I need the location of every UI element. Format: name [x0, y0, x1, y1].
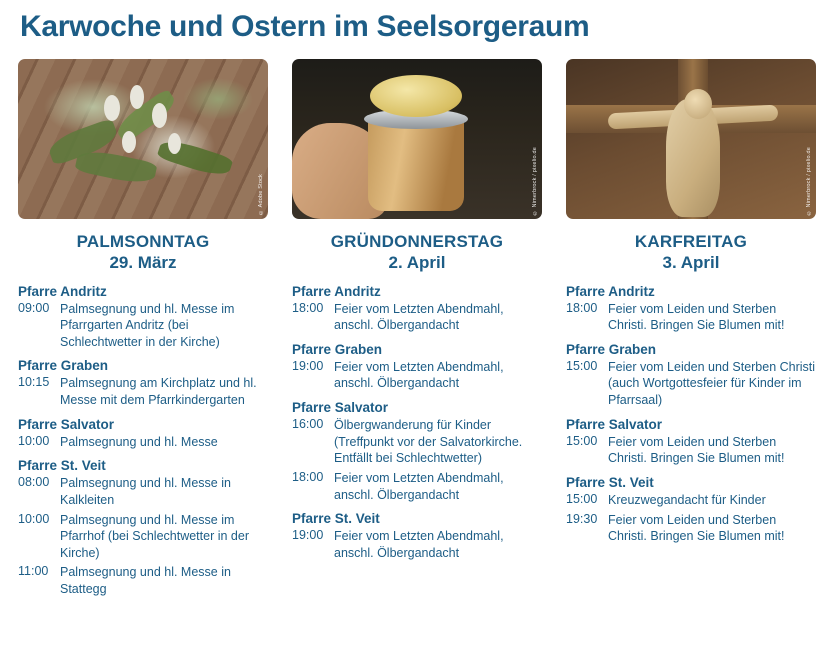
- parish-block: [566, 475, 816, 545]
- parish-name: Pfarre St. Veit: [18, 458, 106, 474]
- parish-name: Pfarre Andritz: [292, 283, 381, 299]
- service-entry: [292, 417, 542, 467]
- parish-block: [18, 358, 268, 408]
- parish-block: [292, 400, 542, 503]
- service-time: 10:00: [18, 511, 50, 526]
- parish-block: [18, 284, 268, 351]
- service-time: 19:30: [566, 511, 598, 526]
- service-time: 18:00: [292, 469, 324, 484]
- column-heading: [566, 231, 816, 274]
- parish-block: [566, 342, 816, 409]
- column-karfreitag: [566, 59, 816, 606]
- service-description: Palmsegnung und hl. Messe in Stattegg: [60, 565, 231, 596]
- parish-list: [292, 284, 542, 562]
- column-date: 2. April: [388, 253, 446, 273]
- parish-block: [292, 284, 542, 334]
- crucifix-photo: [566, 59, 816, 219]
- column-date: 3. April: [662, 253, 720, 273]
- service-description: Palmsegnung und hl. Messe in Kalkleiten: [60, 476, 231, 507]
- service-description: Feier vom Leiden und Sterben Christi. Bringen Sie Blumen mit!: [608, 512, 785, 544]
- parish-block: [292, 511, 542, 561]
- service-entry: [292, 528, 542, 561]
- photo-credit: © Nimerbrock / pixelio.de: [531, 146, 538, 215]
- service-entry: [292, 470, 542, 503]
- photo-credit: © Nimerbrock / pixelio.de: [805, 146, 812, 215]
- service-entry: [18, 375, 268, 408]
- service-entry: [566, 492, 816, 509]
- parish-name: Pfarre Salvator: [292, 400, 389, 415]
- service-description: Palmsegnung am Kirchplatz und hl. Messe mit dem Pfarrkindergarten: [60, 376, 257, 407]
- service-entry: [566, 359, 816, 409]
- page: [0, 10, 825, 658]
- page-title: Karwoche und Ostern im Seelsorgeraum: [20, 10, 590, 43]
- service-time: 08:00: [18, 475, 50, 490]
- parish-name: Pfarre St. Veit: [566, 474, 654, 490]
- parish-name: Pfarre Andritz: [566, 283, 655, 299]
- column-heading: [18, 231, 268, 274]
- service-description: Palmsegnung und hl. Messe im Pfarrhof (bei Schlechtwetter in der Kirche): [60, 512, 249, 560]
- column-day: PALMSONNTAG: [76, 232, 210, 251]
- service-time: 19:00: [292, 358, 324, 373]
- service-description: Ölbergwanderung für Kinder (Treffpunkt vor der Salvatorkirche. Entfällt bei Schlechtwetter): [334, 418, 523, 466]
- service-time: 15:00: [566, 491, 598, 506]
- column-day: GRÜNDONNERSTAG: [330, 232, 504, 251]
- service-time: 15:00: [566, 433, 598, 448]
- service-entry: [566, 434, 816, 467]
- service-time: 18:00: [566, 300, 598, 315]
- service-time: 15:00: [566, 358, 598, 373]
- parish-name: Pfarre St. Veit: [292, 511, 380, 527]
- parish-name: Pfarre Graben: [292, 341, 383, 357]
- parish-name: Pfarre Salvator: [566, 416, 663, 432]
- service-time: 11:00: [18, 564, 49, 579]
- service-description: Feier vom Letzten Abendmahl, anschl. Ölbergandacht: [334, 301, 504, 333]
- service-entry: [18, 512, 268, 562]
- column-day: KARFREITAG: [634, 232, 748, 251]
- service-description: Feier vom Leiden und Sterben Christi. Bringen Sie Blumen mit!: [608, 434, 785, 466]
- service-description: Feier vom Leiden und Sterben Christi (auch Wortgottesfeier für Kinder im Pfarrsaal): [608, 359, 816, 407]
- service-time: 18:00: [292, 300, 324, 315]
- service-entry: [566, 301, 816, 334]
- columns-container: [18, 59, 816, 606]
- service-entry: [18, 564, 268, 597]
- service-entry: [566, 512, 816, 545]
- service-description: Feier vom Letzten Abendmahl, anschl. Ölbergandacht: [334, 359, 504, 391]
- service-entry: [292, 301, 542, 334]
- column-palmsonntag: [18, 59, 268, 606]
- service-description: Palmsegnung und hl. Messe: [60, 434, 218, 449]
- chalice-photo: [292, 59, 542, 219]
- service-entry: [292, 359, 542, 392]
- parish-block: [292, 342, 542, 392]
- parish-block: [18, 458, 268, 597]
- parish-list: [18, 284, 268, 598]
- service-description: Feier vom Letzten Abendmahl, anschl. Ölbergandacht: [334, 470, 504, 502]
- column-date: 29. März: [109, 253, 177, 273]
- service-description: Palmsegnung und hl. Messe im Pfarrgarten Andritz (bei Schlechtwetter in der Kirche): [60, 301, 235, 349]
- service-time: 16:00: [292, 417, 324, 431]
- photo-credit: © Adobe Stock: [257, 173, 264, 215]
- parish-name: Pfarre Graben: [18, 358, 109, 374]
- service-time: 10:00: [18, 433, 50, 448]
- parish-block: [18, 417, 268, 451]
- parish-block: [566, 284, 816, 334]
- column-gruendonnerstag: [292, 59, 542, 606]
- service-entry: [18, 475, 268, 508]
- parish-name: Pfarre Andritz: [18, 283, 107, 299]
- service-time: 19:00: [292, 528, 324, 543]
- service-description: Feier vom Letzten Abendmahl, anschl. Ölbergandacht: [334, 529, 504, 560]
- service-entry: [18, 301, 268, 351]
- service-description: Feier vom Leiden und Sterben Christi. Bringen Sie Blumen mit!: [608, 301, 785, 333]
- service-entry: [18, 434, 268, 451]
- service-time: 10:15: [18, 375, 50, 390]
- parish-block: [566, 417, 816, 467]
- parish-name: Pfarre Graben: [566, 341, 657, 357]
- service-time: 09:00: [18, 300, 50, 315]
- parish-list: [566, 284, 816, 545]
- palm-branches-photo: [18, 59, 268, 219]
- service-description: Kreuzwegandacht für Kinder: [608, 492, 766, 507]
- column-heading: [292, 231, 542, 274]
- parish-name: Pfarre Salvator: [18, 416, 115, 432]
